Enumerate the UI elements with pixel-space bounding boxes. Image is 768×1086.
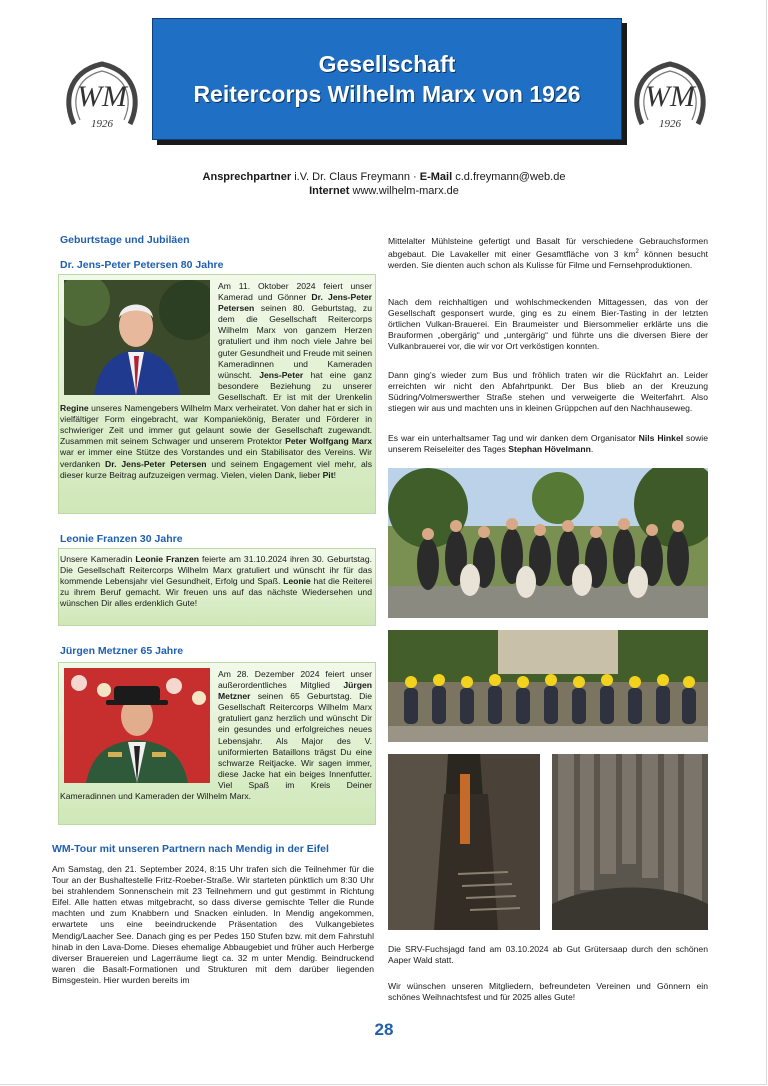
birthday-heading-franzen: Leonie Franzen 30 Jahre bbox=[60, 533, 183, 545]
fox-hunt-paragraph: Die SRV-Fuchsjagd fand am 03.10.2024 ab Gut Grütersaap durch den schönen Aaper Wald statt. bbox=[388, 944, 708, 966]
birthday-text-petersen: Am 11. Oktober 2024 feiert unser Kamerad und Gönner Dr. Jens-Peter Petersen seinen 80. Geburtstag, zu dem die Gesellschaft Reitercorps Wilhelm Marx von ganzem Herzen gratuliert und ihm noch viele Jahre bei guter Gesundheit und Freude mit seinen Kameradinnen und Kameraden wünscht. Jens-Peter hat eine ganz besondere Beziehung zu unserer Gesellschaft. Er ist mit der Urenkelin Regine unseres Namengebers Wilhelm Marx verheiratet. Von daher hat er sich in vielfältiger Form eingebracht, war Kompaniekönig, Berater und Förderer in schwieriger Zeit und immer gut gelaunt sowie der Gesellschaft zugewandt. Zusammen mit seinem Schwager und unserem Protektor Peter Wolfgang Marx war er immer eine Stütze des Vorstandes und ein Stabilisator des Vereins. Wir verdanken Dr. Jens-Peter Petersen und seinem Engagement viel mehr, als dieser kurze Beitrag aufzuzeigen vermag. Vielen, vielen Dank, lieber Pit! bbox=[60, 281, 372, 480]
cave-stairs-photo bbox=[388, 754, 540, 930]
basalt-cave-photo bbox=[552, 754, 708, 930]
contact-person: i.V. Dr. Claus Freymann · bbox=[291, 171, 420, 183]
title-banner bbox=[152, 18, 622, 140]
logo-year: 1926 bbox=[659, 118, 681, 130]
logo-monogram: WM bbox=[645, 80, 695, 113]
tour-text: Am Samstag, den 21. September 2024, 8:15 Uhr trafen sich die Teilnehmer für die Tour an der Bushaltestelle Fritz-Roeber-Straße. Wir starteten pünktlich um 8:30 Uhr bei strahlendem Sonnenschein mit 23 Teilnehmern und gut gestimmt in Richtung Eifel. Alle hatten etwas mitgebracht, so dass diverse gemischte Teller die Runde machten und zum Knabbern und Snacken einluden. In Mendig angekommen, erwartete uns eine beeindruckende Präsentation des Vulkangebietes Mendig/Laacher See. Danach ging es per Pedes 150 Stufen bzw. mit dem Fahrstuhl hinab in den Lava-Dome. Dieses ehemalige Abbaugebiet und früher auch Herberge diverser Brauereien und Lagerräume liegt ca. 32 m unter Mendig. Beindruckend waren die Basalt-Formationen und Strukturen mit dem darüber liegenden Bimsgestein. Hier wurden bereits im bbox=[52, 864, 374, 985]
lunch-paragraph: Nach dem reichhaltigen und wohlschmeckenden Mittagessen, das von der Gesellschaft gesponsert wurde, ging es zu einem Bier-Tasting in der letzten örtlichen Vulkan-Brauerei. Ein Braumeister und Biersommelier erklärte uns die Brauformen „obergärig“ und „untergärig“ und führte uns die diversen Biere der Vulkanbrauerei vor, die wir vor Ort verköstigen konnten. bbox=[388, 297, 708, 352]
contact-label: Ansprechpartner bbox=[202, 171, 292, 183]
season-greetings-paragraph: Wir wünschen unseren Mitgliedern, befreundeten Vereinen und Gönnern ein schönes Weihnachtsfest und für 2025 alles Gute! bbox=[388, 981, 708, 1003]
contact-info bbox=[120, 170, 648, 198]
email-address[interactable]: c.d.freymann@web.de bbox=[452, 171, 566, 183]
birthday-heading-petersen: Dr. Jens-Peter Petersen 80 Jahre bbox=[60, 259, 224, 271]
website-link[interactable]: www.wilhelm-marx.de bbox=[349, 185, 459, 197]
group-photo-outdoor bbox=[388, 468, 708, 618]
internet-label: Internet bbox=[309, 185, 350, 197]
logo-year: 1926 bbox=[91, 118, 113, 130]
thanks-paragraph: Es war ein unterhaltsamer Tag und wir danken dem Organisator Nils Hinkel sowie unserem Reiseleiter des Tages Stephan Hövelmann. bbox=[388, 433, 708, 455]
birthday-heading-metzner: Jürgen Metzner 65 Jahre bbox=[60, 645, 184, 657]
page-number: 28 bbox=[374, 1020, 394, 1039]
club-logo-right bbox=[630, 54, 710, 138]
tour-text-continued: Mittelalter Mühlsteine gefertigt und Basalt für verschiedene Gebrauchsformen abgebaut. Die Lavakeller mit einer Gesamtfläche von 3 $km^2$ können besucht werden. Sie dienten auch schon als Kulisse für Filme und Fernsehproduktionen. bbox=[388, 236, 708, 271]
tour-heading: WM-Tour mit unseren Partnern nach Mendig in der Eifel bbox=[52, 843, 329, 855]
banner-title-line2: Reitercorps Wilhelm Marx von 1926 bbox=[193, 81, 581, 107]
club-logo-left bbox=[62, 54, 142, 138]
email-label: E-Mail bbox=[419, 171, 453, 183]
section-heading-birthdays: Geburtstage und Jubiläen bbox=[60, 234, 190, 246]
group-photo-helmets bbox=[388, 630, 708, 742]
birthday-text-franzen: Unsere Kameradin Leonie Franzen feierte am 31.10.2024 ihren 30. Geburtstag. Die Gesellschaft Reitercorps Wilhelm Marx gratuliert und wünscht ihr für das kommende Lebensjahr viel Gesundheit, Erfolg und Spaß. Leonie hat die Reiterei zu ihrem Beruf gemacht. Wir freuen uns auf das nächste Wiedersehen und wünschen Dir alles erdenklich Gute! bbox=[60, 554, 372, 609]
logo-monogram: WM bbox=[77, 80, 127, 113]
banner-title-line1: Gesellschaft bbox=[318, 51, 456, 77]
return-paragraph: Dann ging's wieder zum Bus und fröhlich traten wir die Rückfahrt an. Leider erreichten wir nicht den Abfahrtpunkt. Der Bus blieb an der Kreuzung Südring/Volmerswerther Straße stehen und verweigerte die Weiterfahrt. Also stiegen wir aus und machten uns in kleinen Grüppchen auf den Nachhauseweg. bbox=[388, 370, 708, 414]
birthday-text-metzner: Am 28. Dezember 2024 feiert unser außerordentliches Mitglied Jürgen Metzner seinen 65 Geburtstag. Die Gesellschaft Reitercorps Wilhelm Marx gratuliert ganz herzlich und wünscht Dir ein gesundes und erfolgreiches neues Lebensjahr. Als Major des V. uniformierten Bataillons trägst Du eine schwarze Reitjacke. Wir sagen immer, diese Jacke hat ein beiges Innenfutter. Viel Spaß im Kreis Deiner Kameradinnen und Kameraden der Wilhelm Marx. bbox=[60, 669, 372, 802]
